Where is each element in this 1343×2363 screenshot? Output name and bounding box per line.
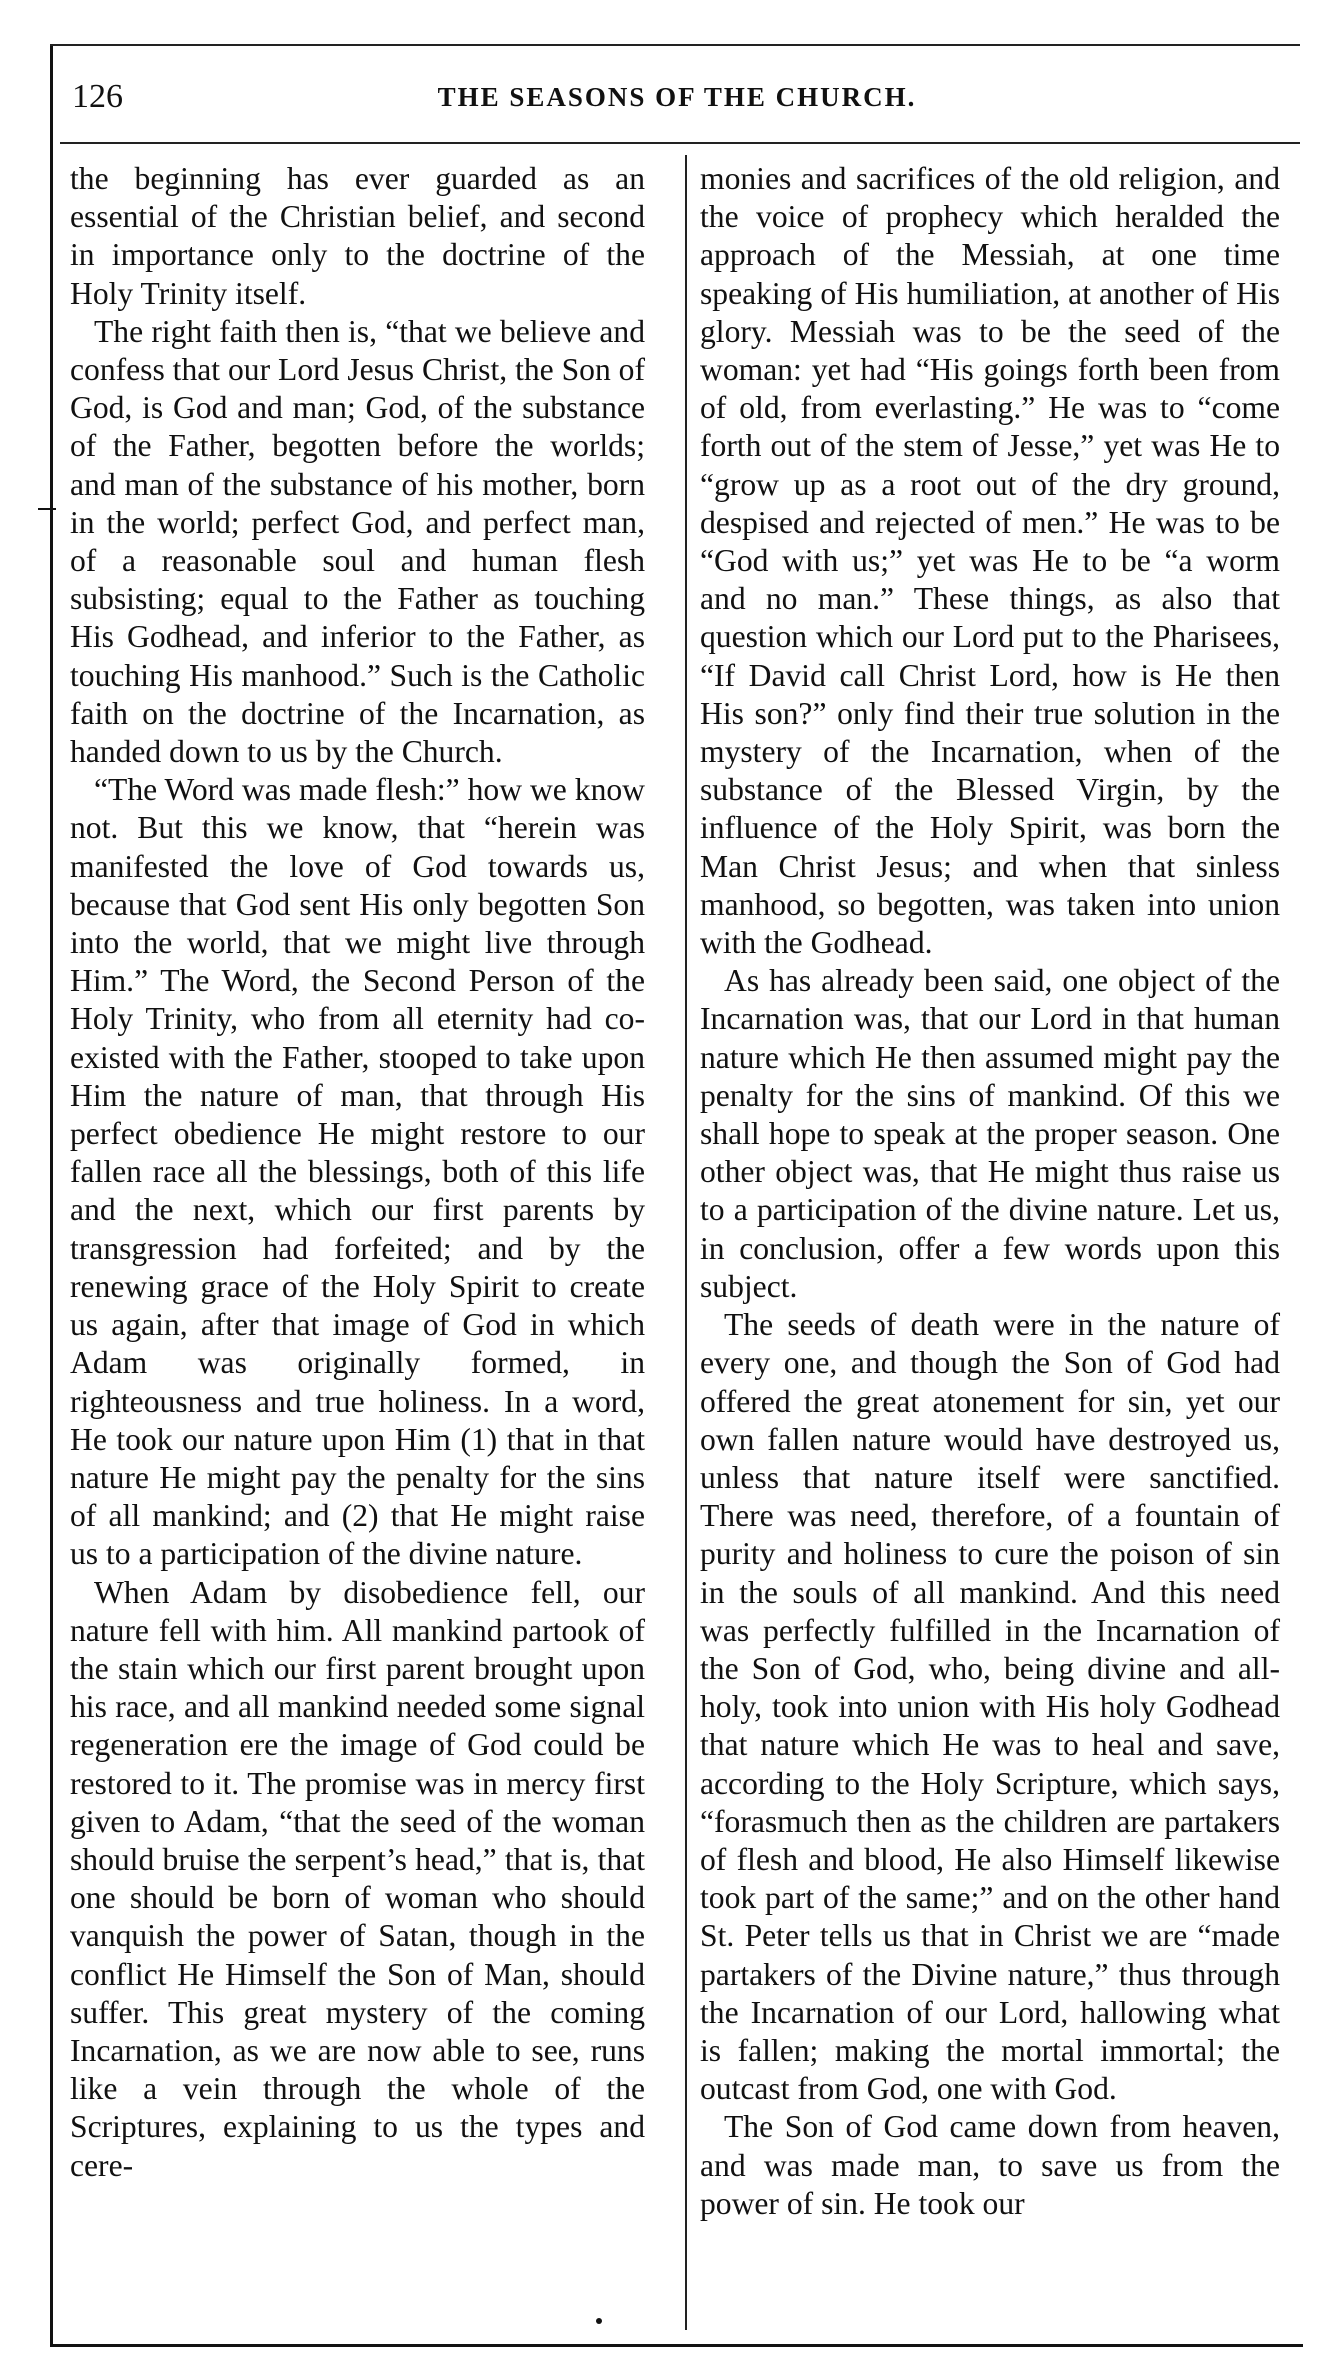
column-divider: [685, 155, 687, 2330]
paragraph: When Adam by disobedience fell, our nature fell with him. All mankind partook of the stain which our first parent brought upon his race, and all mankind needed some signal regeneration ere the image of God could be restored to it. The promise was in mercy first given to Adam, “that the seed of the woman should bruise the serpent’s head,” that is, that one should be born of woman who should vanquish the power of Satan, though in the conflict He Himself the Son of Man, should suffer. This great mystery of the coming Incarnation, as we are now able to see, runs like a vein through the whole of the Scriptures, explaining to us the types and cere-: [70, 1574, 645, 2183]
paragraph: The right faith then is, “that we believe and confess that our Lord Jesus Christ, the Son of God, is God and man; God, of the substance of the Father, begotten before the worlds; and man of the substance of his mother, born in the world; perfect God, and perfect man, of a reasonable soul and human flesh subsisting; equal to the Father as touching His Godhead, and inferior to the Father, as touching His manhood.” Such is the Catholic faith on the doctrine of the Incarnation, as handed down to us by the Church.: [70, 313, 645, 770]
paragraph: The Son of God came down from heaven, and was made man, to save us from the power of sin. He took our: [700, 2109, 1280, 2221]
left-column: [70, 160, 645, 2185]
paragraph: “The Word was made flesh:” how we know not. But this we know, that “herein was manifested the love of God towards us, because that God sent His only begotten Son into the world, that we might live through Him.” The Word, the Second Person of the Holy Trinity, who from all eternity had co-existed with the Father, stooped to take upon Him the nature of man, that through His perfect obedience He might restore to our fallen race all the blessings, both of this life and the next, which our first parents by transgression had forfeited; and by the renewing grace of the Holy Spirit to create us again, after that image of God in which Adam was originally formed, in righteousness and true holiness. In a word, He took our nature upon Him (1) that in that nature He might pay the penalty for the sins of all mankind; and (2) that He might raise us to a participation of the divine nature.: [70, 772, 645, 1572]
footer-dot: [596, 2318, 602, 2324]
right-column: [700, 160, 1280, 2223]
page-header: [72, 78, 1282, 128]
header-rule: [60, 142, 1300, 144]
paragraph: the beginning has ever guarded as an essential of the Christian belief, and second in importance only to the doctrine of the Holy Trinity itself.: [70, 161, 645, 311]
paragraph: The seeds of death were in the nature of every one, and though the Son of God had offered the great atonement for sin, yet our own fallen nature would have destroyed us, unless that nature itself were sanctified. There was need, therefore, of a fountain of purity and holiness to cure the poison of sin in the souls of all mankind. And this need was perfectly fulfilled in the Incarnation of the Son of God, who, being divine and all-holy, took into union with His holy Godhead that nature which He was to heal and save, according to the Holy Scripture, which says, “forasmuch then as the children are partakers of flesh and blood, He also Himself likewise took part of the same;” and on the other hand St. Peter tells us that in Christ we are “made partakers of the Divine nature,” thus through the Incarnation of our Lord, hallowing what is fallen; making the mortal immortal; the outcast from God, one with God.: [700, 1307, 1280, 2107]
running-head: THE SEASONS OF THE CHURCH.: [437, 82, 917, 112]
top-rule: [50, 44, 1300, 46]
margin-mark: [38, 508, 56, 510]
paragraph: monies and sacrifices of the old religion, and the voice of prophecy which heralded the approach of the Messiah, at one time speaking of His humiliation, at another of His glory. Messiah was to be the seed of the woman: yet had “His goings forth been from of old, from everlasting.” He was to “come forth out of the stem of Jesse,” yet was He to “grow up as a root out of the dry ground, despised and rejected of men.” He was to be “God with us;” yet was He to be “a worm and no man.” These things, as also that question which our Lord put to the Pharisees, “If David call Christ Lord, how is He then His son?” only find their true solution in the mystery of the Incarnation, when of the substance of the Blessed Virgin, by the influence of the Holy Spirit, was born the Man Christ Jesus; and when that sinless manhood, so begotten, was taken into union with the Godhead.: [700, 161, 1280, 961]
paragraph: As has already been said, one object of the Incarnation was, that our Lord in that human nature which He then assumed might pay the penalty for the sins of mankind. Of this we shall hope to speak at the proper season. One other object was, that He might thus raise us to a participation of the divine nature. Let us, in conclusion, offer a few words upon this subject.: [700, 963, 1280, 1304]
page-number: 126: [72, 78, 123, 115]
